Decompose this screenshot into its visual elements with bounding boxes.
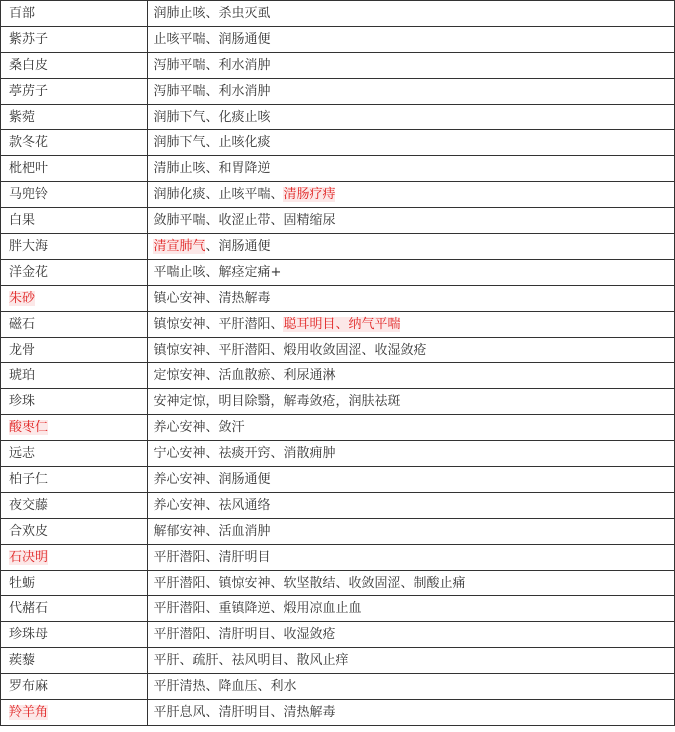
effect-text: 润肺化痰、止咳平喘、 <box>153 187 284 203</box>
effect-text: 泻肺平喘、利水消肿 <box>153 83 271 99</box>
herb-name-cell <box>1 26 148 52</box>
herb-name: 柏子仁 <box>9 471 49 487</box>
herb-effect-cell <box>148 78 675 104</box>
highlighted-effect: 聪耳明目、纳气平喘 <box>283 316 401 332</box>
table-row <box>1 182 675 208</box>
table-row <box>1 492 675 518</box>
herb-name-cell <box>1 130 148 156</box>
effect-text: 养心安神、敛汗 <box>153 420 245 436</box>
herb-effect-cell <box>148 285 675 311</box>
herb-effect-cell <box>148 700 675 726</box>
table-body <box>1 1 675 726</box>
effect-text: 敛肺平喘、收涩止带、固精缩尿 <box>153 213 336 229</box>
herb-name-cell <box>1 337 148 363</box>
herb-effect-cell <box>148 467 675 493</box>
herb-effect-cell <box>148 415 675 441</box>
herb-effect-cell <box>148 363 675 389</box>
effect-text: 平喘止咳、解痉定痛+ <box>153 264 282 280</box>
herb-name-cell <box>1 156 148 182</box>
table-row <box>1 674 675 700</box>
effect-text: 、润肠通便 <box>205 238 271 254</box>
herb-effect-cell <box>148 518 675 544</box>
table-row <box>1 544 675 570</box>
table-row <box>1 259 675 285</box>
herb-name-cell <box>1 467 148 493</box>
herb-name: 酸枣仁 <box>9 420 49 436</box>
herb-name-cell <box>1 622 148 648</box>
herb-name: 合欢皮 <box>9 523 49 539</box>
effect-text: 润肺止咳、杀虫灭虱 <box>153 5 271 21</box>
effect-text: 平肝潜阳、清肝明目、收湿敛疮 <box>153 627 336 643</box>
herb-name: 胖大海 <box>9 238 49 254</box>
effect-text: 镇心安神、清热解毒 <box>153 290 271 306</box>
herb-effect-cell <box>148 570 675 596</box>
herb-effect-cell <box>148 234 675 260</box>
herb-effect-cell <box>148 544 675 570</box>
effect-text: 平肝潜阳、清肝明目 <box>153 549 271 565</box>
table-row <box>1 596 675 622</box>
herb-name: 朱砂 <box>9 290 36 306</box>
herb-effect-cell <box>148 311 675 337</box>
effect-text: 安神定惊，明目除翳，解毒敛疮，润肤祛斑 <box>153 394 401 410</box>
herb-name: 远志 <box>9 446 36 462</box>
herb-name-cell <box>1 208 148 234</box>
herb-name: 葶苈子 <box>9 83 49 99</box>
herb-name-cell <box>1 389 148 415</box>
herb-effect-cell <box>148 208 675 234</box>
herb-name-cell <box>1 544 148 570</box>
effect-text: 平肝、疏肝、祛风明目、散风止痒 <box>153 653 349 669</box>
herb-name: 珍珠 <box>9 394 36 410</box>
effect-text: 泻肺平喘、利水消肿 <box>153 57 271 73</box>
herb-effect-cell <box>148 389 675 415</box>
herb-name-cell <box>1 441 148 467</box>
herb-effect-cell <box>148 596 675 622</box>
herb-effect-cell <box>148 259 675 285</box>
herb-name: 琥珀 <box>9 368 36 384</box>
herb-name: 紫苏子 <box>9 31 49 47</box>
effect-text: 清肺止咳、和胃降逆 <box>153 161 271 177</box>
herb-effect-cell <box>148 104 675 130</box>
table-row <box>1 415 675 441</box>
herb-name: 白果 <box>9 213 36 229</box>
herb-name: 蒺藜 <box>9 653 36 669</box>
herb-name: 桑白皮 <box>9 57 49 73</box>
herb-name: 珍珠母 <box>9 627 49 643</box>
herb-name-cell <box>1 234 148 260</box>
herb-name-cell <box>1 674 148 700</box>
herb-name: 款冬花 <box>9 135 49 151</box>
herb-effect-cell <box>148 1 675 27</box>
table-row <box>1 26 675 52</box>
herb-name: 石决明 <box>9 549 49 565</box>
herb-effect-cell <box>148 26 675 52</box>
herb-effect-cell <box>148 337 675 363</box>
table-row <box>1 467 675 493</box>
table-row <box>1 441 675 467</box>
herb-name: 百部 <box>9 5 36 21</box>
herb-effect-cell <box>148 130 675 156</box>
effect-text: 平肝潜阳、重镇降逆、煅用凉血止血 <box>153 601 362 617</box>
effect-text: 解郁安神、活血消肿 <box>153 523 271 539</box>
table-row <box>1 234 675 260</box>
herb-name-cell <box>1 182 148 208</box>
table-row <box>1 78 675 104</box>
herb-name-cell <box>1 78 148 104</box>
herb-name-cell <box>1 104 148 130</box>
highlighted-effect: 清宣肺气 <box>153 238 206 254</box>
table-row <box>1 389 675 415</box>
herb-name: 磁石 <box>9 316 36 332</box>
effect-text: 润肺下气、止咳化痰 <box>153 135 271 151</box>
herb-effect-cell <box>148 674 675 700</box>
table-row <box>1 104 675 130</box>
herb-name-cell <box>1 570 148 596</box>
table-row <box>1 208 675 234</box>
effect-text: 定惊安神、活血散瘀、利尿通淋 <box>153 368 336 384</box>
effect-text: 镇惊安神、平肝潜阳、煅用收敛固涩、收湿敛疮 <box>153 342 427 358</box>
effect-text: 润肺下气、化痰止咳 <box>153 109 271 125</box>
table-row <box>1 622 675 648</box>
herb-effect-cell <box>148 648 675 674</box>
herb-name-cell <box>1 415 148 441</box>
table-row <box>1 363 675 389</box>
herb-name-cell <box>1 1 148 27</box>
herb-name-cell <box>1 259 148 285</box>
herb-name: 紫菀 <box>9 109 36 125</box>
herb-effect-cell <box>148 52 675 78</box>
herb-name-cell <box>1 648 148 674</box>
highlighted-effect: 清肠疗痔 <box>283 187 336 203</box>
effect-text: 平肝息风、清肝明目、清热解毒 <box>153 704 336 720</box>
herb-name: 枇杷叶 <box>9 161 49 177</box>
table-row <box>1 1 675 27</box>
effect-text: 宁心安神、祛痰开窍、消散痈肿 <box>153 446 336 462</box>
herb-name-cell <box>1 596 148 622</box>
table-row <box>1 156 675 182</box>
herb-name-cell <box>1 700 148 726</box>
herb-name: 羚羊角 <box>9 704 49 720</box>
herb-name: 代赭石 <box>9 601 49 617</box>
herb-name-cell <box>1 285 148 311</box>
herb-effect-cell <box>148 156 675 182</box>
table-row <box>1 648 675 674</box>
herb-effect-cell <box>148 441 675 467</box>
herb-name: 罗布麻 <box>9 679 49 695</box>
herb-name: 龙骨 <box>9 342 36 358</box>
effect-text: 止咳平喘、润肠通便 <box>153 31 271 47</box>
herb-name: 牡蛎 <box>9 575 36 591</box>
table-row <box>1 337 675 363</box>
herb-name-cell <box>1 518 148 544</box>
herb-effect-cell <box>148 492 675 518</box>
herb-name: 洋金花 <box>9 264 49 280</box>
herb-name: 马兜铃 <box>9 187 49 203</box>
table-row <box>1 518 675 544</box>
table-row <box>1 130 675 156</box>
effect-text: 平肝清热、降血压、利水 <box>153 679 297 695</box>
herb-effect-cell <box>148 182 675 208</box>
herb-name: 夜交藤 <box>9 497 49 513</box>
herb-name-cell <box>1 311 148 337</box>
herb-name-cell <box>1 52 148 78</box>
table-row <box>1 52 675 78</box>
herb-effect-cell <box>148 622 675 648</box>
effect-text: 养心安神、润肠通便 <box>153 471 271 487</box>
effect-text: 平肝潜阳、镇惊安神、软坚散结、收敛固涩、制酸止痛 <box>153 575 466 591</box>
herb-name-cell <box>1 363 148 389</box>
table-row <box>1 285 675 311</box>
effect-text: 养心安神、祛风通络 <box>153 497 271 513</box>
herb-name-cell <box>1 492 148 518</box>
table-row <box>1 311 675 337</box>
effect-text: 镇惊安神、平肝潜阳、 <box>153 316 284 332</box>
table-row <box>1 570 675 596</box>
table-row <box>1 700 675 726</box>
